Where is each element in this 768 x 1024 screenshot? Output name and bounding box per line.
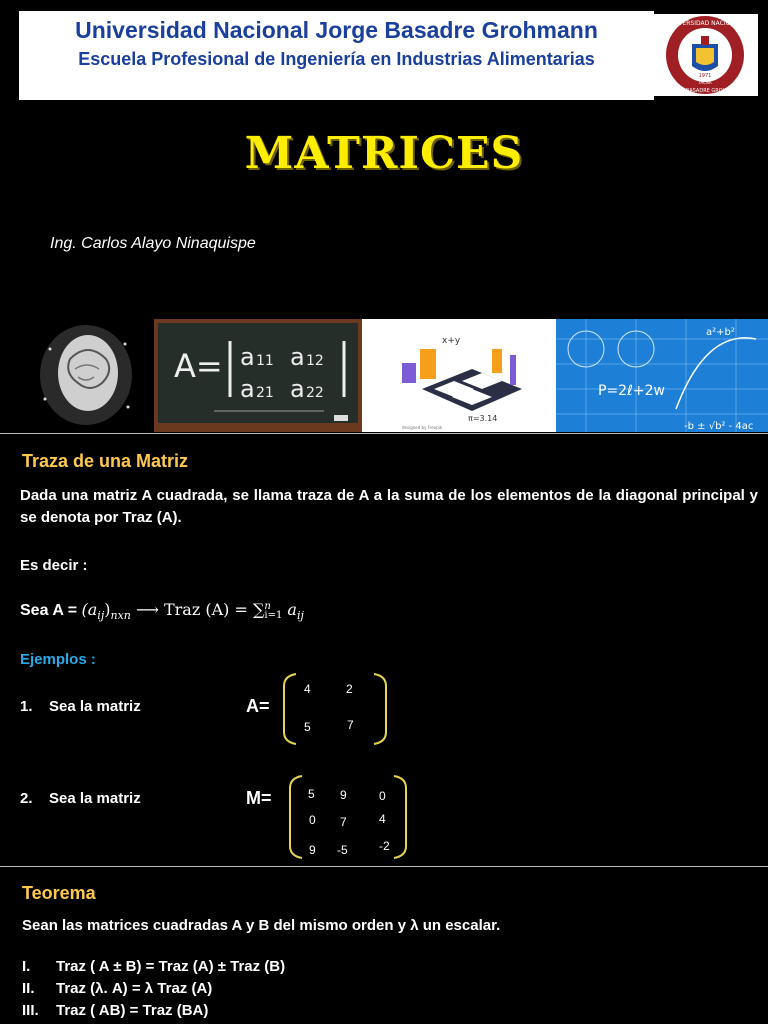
author-name: Ing. Carlos Alayo Ninaquispe — [50, 235, 256, 252]
header-banner — [19, 11, 654, 100]
matrix-m-cell: 5 — [308, 787, 315, 801]
blue-formula-2: -b ± √b² - 4ac — [684, 421, 754, 432]
section-divider — [0, 866, 768, 867]
example1-number: 1. — [20, 698, 33, 715]
university-logo — [652, 14, 758, 96]
brain-image — [30, 319, 142, 432]
isometric-math-image — [362, 319, 556, 432]
example2-name: M= — [246, 788, 272, 808]
examples-heading: Ejemplos : — [20, 651, 96, 668]
logo-city: TACNA — [698, 80, 712, 85]
chalk-lhs: A= — [174, 347, 223, 385]
traza-formula: Sea $A = (a_{ij})_{nxn}$ ⟶ Traz (A) = ∑ n i=1 $a_{ij}$ — [20, 600, 304, 623]
matrix-a-cell: 4 — [304, 682, 311, 696]
svg-text:21: 21 — [256, 385, 274, 401]
blue-formula-3: a²+b² — [706, 327, 735, 338]
matrix-a-cell: 2 — [346, 682, 353, 696]
blue-formula-1: P=2ℓ+2w — [598, 383, 665, 399]
matrix-a-cell: 7 — [347, 718, 354, 732]
logo-bottom-text: JORGE BASADRE GROHMANN — [668, 88, 742, 94]
university-name: Universidad Nacional Jorge Basadre Grohmann — [75, 17, 598, 43]
matrix-m-cell: 4 — [379, 812, 386, 826]
teorema-item-text: Traz (λ. A) = λ Traz (A) — [56, 980, 213, 997]
teorema-item-num: II. — [22, 980, 35, 997]
svg-text:22: 22 — [306, 385, 324, 401]
blue-formulas-image — [556, 319, 768, 432]
svg-text:a: a — [240, 375, 255, 403]
matrix-m-cell: 9 — [340, 788, 347, 802]
es-decir-label: Es decir : — [20, 557, 88, 574]
teorema-item-text: Traz ( A ± B) = Traz (A) ± Traz (B) — [56, 958, 286, 975]
matrix-a-brackets — [280, 672, 390, 746]
matrix-a-cell: 5 — [304, 720, 311, 734]
example2-number: 2. — [20, 790, 33, 807]
school-name: Escuela Profesional de Ingeniería en Industrias Alimentarias — [78, 49, 595, 69]
matrix-m-cell: -5 — [337, 843, 348, 857]
matrix-m-cell: 9 — [309, 843, 316, 857]
matrix-m-cell: -2 — [379, 839, 390, 853]
teorema-item-num: III. — [22, 1002, 39, 1019]
teorema-item-text: Traz ( AB) = Traz (BA) — [56, 1002, 209, 1019]
matrix-m-cell: 0 — [309, 813, 316, 827]
teorema-statement: Sean las matrices cuadradas A y B del mismo orden y λ un escalar. — [22, 917, 501, 934]
logo-year: 1971 — [698, 73, 712, 79]
matrix-m-cell: 0 — [379, 789, 386, 803]
example1-name: A= — [246, 696, 270, 716]
svg-text:12: 12 — [306, 353, 324, 369]
cubes-credit: designed by Freepik — [402, 425, 443, 430]
example2-text: Sea la matriz — [49, 790, 141, 807]
teorema-item-num: I. — [22, 958, 31, 975]
svg-text:a: a — [290, 375, 305, 403]
traza-heading: Traza de una Matriz — [22, 451, 189, 471]
svg-text:a: a — [240, 343, 255, 371]
chalkboard-image — [154, 319, 362, 432]
logo-top-text: UNIVERSIDAD NACIONAL — [667, 20, 743, 27]
svg-text:a: a — [290, 343, 305, 371]
teorema-heading: Teorema — [22, 883, 96, 903]
svg-text:11: 11 — [256, 353, 274, 369]
page-title: MATRICES — [244, 128, 524, 179]
matrix-m-brackets — [286, 774, 410, 860]
traza-definition: Dada una matriz A cuadrada, se llama traza de A a la suma de los elementos de la diagonal principal y se denota por Traz (A). — [20, 487, 758, 526]
example1-text: Sea la matriz — [49, 698, 141, 715]
section-divider — [0, 433, 768, 434]
cubes-label-2: π=3.14 — [468, 414, 498, 423]
cubes-label-1: x+y — [442, 336, 461, 346]
matrix-m-cell: 7 — [340, 815, 347, 829]
